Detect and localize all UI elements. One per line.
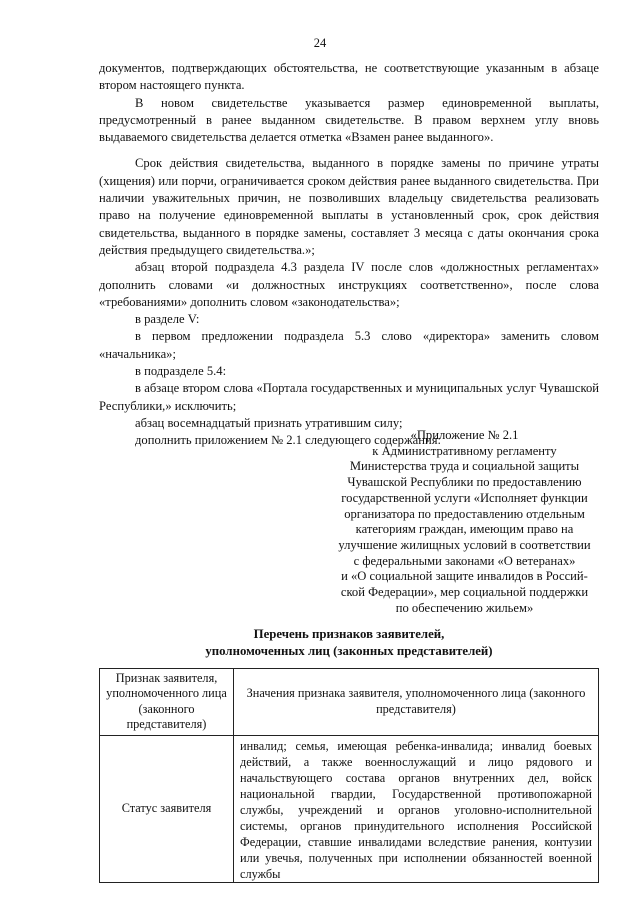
table-header-cell: Признак заявителя, уполномоченного лица (законного представителя) (100, 669, 234, 736)
paragraph: В новом свидетельстве указывается размер единовременной выплаты, предусмотренный в ранее выданном свидетельстве. В правом верхнем углу вновь выдаваемого свидетельства делается отметка «Взамен ранее выданного». (99, 95, 599, 145)
table-header-cell: Значения признака заявителя, уполномоченного лица (законного представителя) (234, 669, 599, 736)
paragraph: Срок действия свидетельства, выданного в порядке замены по причине утраты (хищения) или порчи, ограничивается сроком действия ранее выданного свидетельства. При наличии уважительных причин, не позволивших владельцу свидетельства реализовать право на получение единовременной выплаты в установленный срок, срок действия свидетельства, выданного в порядке замены, составляет 3 месяца с даты окончания срока действия предыдущего свидетельства.»; (99, 156, 599, 257)
appendix-caption (322, 428, 607, 616)
paragraph: в первом предложении подраздела 5.3 слово «директора» заменить словом «начальника»; (99, 329, 599, 361)
table-header-row (100, 669, 599, 736)
paragraph: в абзаце втором слова «Портала государственных и муниципальных услуг Чувашской Республики,» исключить; (99, 381, 599, 413)
page-number: 24 (313, 36, 327, 50)
features-table (99, 668, 599, 883)
appendix-line: Чувашской Республики по предоставлению (347, 475, 582, 490)
section-heading (99, 626, 599, 660)
appendix-line: с федеральными законами «О ветеранах» (353, 553, 576, 568)
appendix-line: и «О социальной защите инвалидов в Россий- (341, 569, 588, 584)
heading-line: уполномоченных лиц (законных представителей) (205, 644, 493, 658)
appendix-line: по обеспечению жильем» (395, 600, 534, 615)
table-cell-value: инвалид; семья, имеющая ребенка-инвалида; инвалид боевых действий, а также военнослужащий и лицо рядового и начальствующего состава органов внутренних дел, войск национальной гвардии, Государственной противопожарной службы, учреждений и органов уголовно-исполнительной системы, органов принудительного исполнения Российской Федерации, ставшие инвалидами вследствие ранения, контузии или увечья, полученных при исполнении обязанностей военной службы (234, 735, 599, 882)
body-text (99, 60, 599, 450)
appendix-line: государственной услуги «Исполняет функции (341, 490, 588, 505)
paragraph: документов, подтверждающих обстоятельства, не соответствующие указанным в абзаце втором настоящего пункта. (99, 61, 599, 93)
table-row (100, 735, 599, 882)
appendix-line: Министерства труда и социальной защиты (349, 459, 580, 474)
paragraph: дополнить приложением № 2.1 следующего содержания: (135, 433, 442, 448)
paragraph: в подразделе 5.4: (135, 364, 227, 379)
paragraph: абзац второй подраздела 4.3 раздела IV после слов «должностных регламентах» дополнить словами «и должностных инструкциях соответственно», после слова «требованиями» дополнить словом «законодательства»; (99, 260, 599, 309)
appendix-line: «Приложение № 2.1 (410, 428, 519, 442)
appendix-line: категориям граждан, имеющим право на (355, 522, 574, 537)
heading-line: Перечень признаков заявителей, (253, 627, 445, 641)
appendix-line: организатора по предоставлению отдельным (344, 506, 585, 521)
appendix-line: ской Федерации», мер социальной поддержки (340, 585, 589, 600)
paragraph: абзац восемнадцатый признать утратившим силу; (135, 415, 403, 430)
paragraph: в разделе V: (135, 312, 200, 327)
appendix-line: к Административному регламенту (372, 443, 557, 458)
table-cell-label: Статус заявителя (100, 735, 234, 882)
appendix-line: улучшение жилищных условий в соответствии (338, 537, 591, 552)
